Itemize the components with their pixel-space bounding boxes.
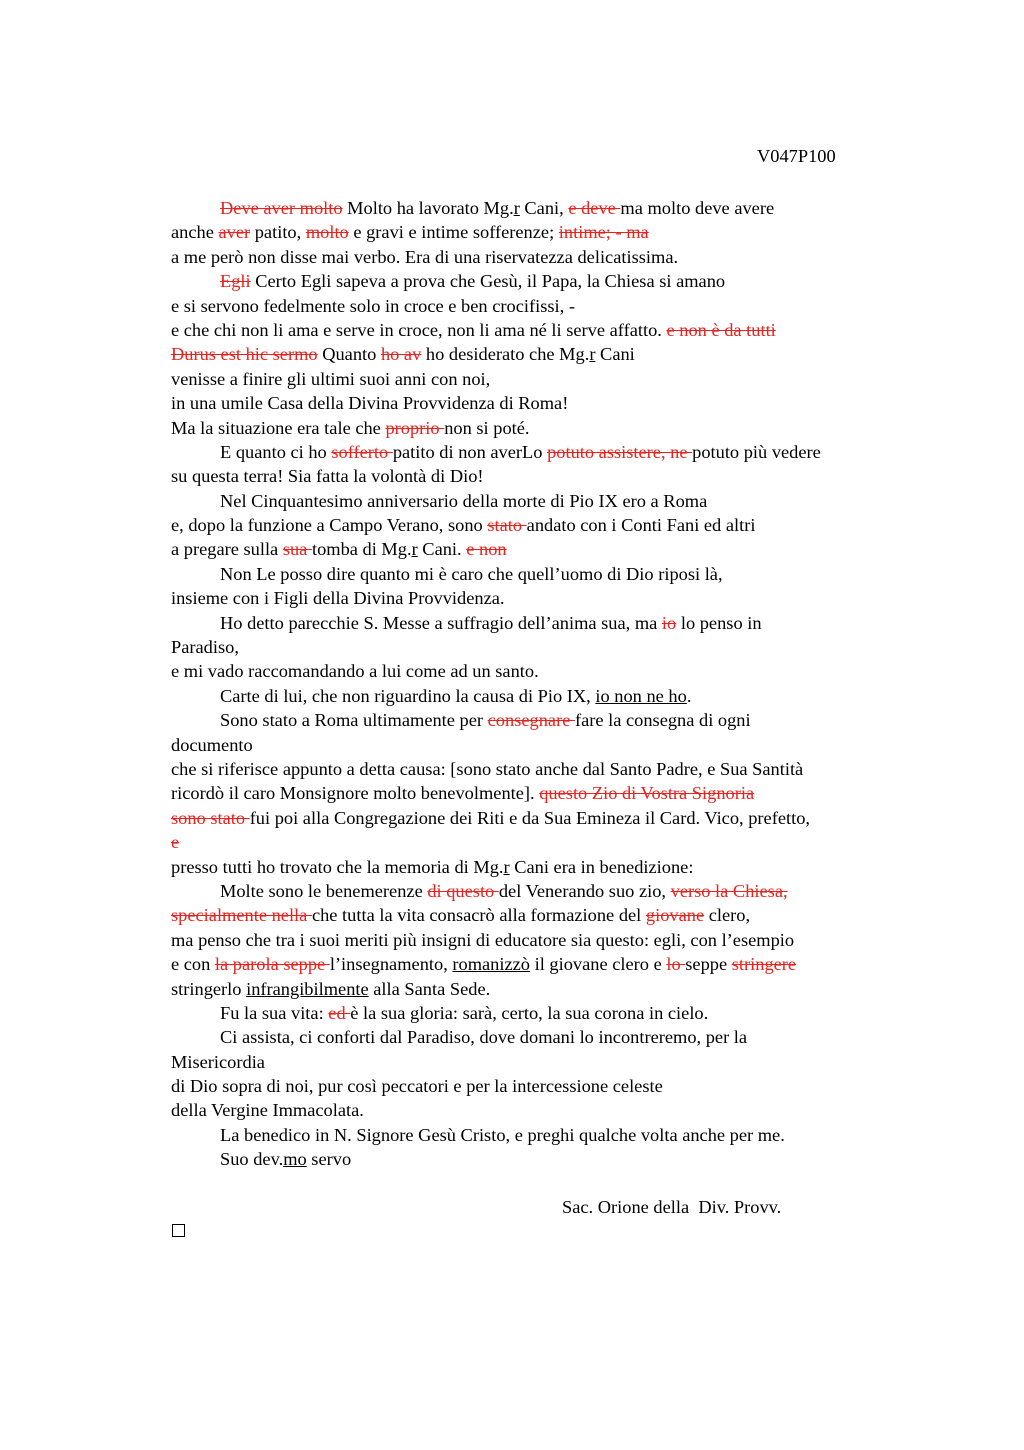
deleted-text: Durus est hic sermo xyxy=(171,344,318,365)
text-line xyxy=(171,952,911,976)
text-segment: Molto ha lavorato Mg. xyxy=(342,198,514,218)
text-segment: Suo dev. xyxy=(220,1149,284,1170)
text-segment: anche xyxy=(171,222,219,243)
underlined-text: r xyxy=(503,856,510,877)
text-line xyxy=(171,855,911,879)
underlined-text: r xyxy=(513,198,520,218)
text-segment: Fu la sua vita: xyxy=(220,1002,329,1023)
text-line xyxy=(171,1025,911,1049)
text-segment: alla Santa Sede. xyxy=(368,978,491,999)
deleted-text: sofferto xyxy=(331,441,393,462)
text-line xyxy=(171,708,911,732)
checkbox-square-icon xyxy=(172,1224,185,1237)
deleted-text: io xyxy=(661,612,677,633)
text-line xyxy=(171,416,911,440)
text-segment: Non Le posso dire quanto mi è caro che quell’uomo di Dio riposi là, xyxy=(220,563,723,584)
text-segment: e gravi e intime sofferenze; xyxy=(348,222,559,243)
text-segment: è la sua gloria: sarà, certo, la sua corona in cielo. xyxy=(350,1002,709,1023)
text-segment: e si servono fedelmente solo in croce e ben crocifissi, - xyxy=(171,295,575,316)
deleted-text: verso la Chiesa, xyxy=(670,880,788,901)
text-segment: clero, xyxy=(704,905,751,926)
text-segment: patito di non averLo xyxy=(392,441,548,462)
underlined-text: r xyxy=(589,344,596,365)
text-segment: fui poi alla Congregazione dei Riti e da Sua Emineza il Card. Vico, prefetto, xyxy=(249,807,811,828)
text-segment: della Vergine Immacolata. xyxy=(171,1100,364,1121)
deleted-text: molto xyxy=(305,222,349,243)
text-line xyxy=(171,1147,911,1171)
text-segment: e mi vado raccomandando a lui come ad un santo. xyxy=(171,661,539,682)
text-segment: seppe xyxy=(685,954,732,975)
text-segment: fare la consegna di ogni xyxy=(574,710,751,731)
text-line xyxy=(171,342,911,366)
text-segment: insieme con i Figli della Divina Provvidenza. xyxy=(171,588,505,609)
text-segment: l’insegnamento, xyxy=(329,954,453,975)
text-segment: e, dopo la funzione a Campo Verano, sono xyxy=(171,515,488,536)
text-segment: a me però non disse mai verbo. Era di una riservatezza delicatissima. xyxy=(171,246,679,267)
text-line xyxy=(171,586,911,610)
deleted-text: sua xyxy=(282,539,312,560)
text-segment: Quanto xyxy=(317,344,381,365)
text-segment: a pregare sulla xyxy=(171,539,283,560)
text-segment: non si poté. xyxy=(444,417,530,438)
text-line xyxy=(171,464,911,488)
deleted-text: ho av xyxy=(380,344,422,365)
text-line xyxy=(171,1050,911,1074)
text-line xyxy=(171,757,911,781)
text-segment: potuto più vedere xyxy=(692,441,821,462)
text-segment: La benedico in N. Signore Gesù Cristo, e preghi qualche volta anche per me. xyxy=(220,1124,785,1145)
text-line xyxy=(171,1001,911,1025)
deleted-text: e deve xyxy=(568,198,621,218)
text-segment: ricordò il caro Monsignore molto benevolmente]. xyxy=(171,783,540,804)
text-segment: Ci assista, ci conforti dal Paradiso, dove domani lo incontreremo, per la xyxy=(220,1027,748,1048)
text-segment: Misericordia xyxy=(171,1051,265,1072)
deleted-text: stringere xyxy=(731,954,797,975)
text-segment: servo xyxy=(306,1149,352,1170)
text-segment: presso tutti ho trovato che la memoria di Mg. xyxy=(171,856,504,877)
deleted-text: proprio xyxy=(385,417,445,438)
deleted-text: specialmente nella xyxy=(171,905,312,926)
text-segment: di Dio sopra di noi, pur così peccatori e per la intercessione celeste xyxy=(171,1076,663,1097)
text-line xyxy=(171,245,911,269)
text-segment: venisse a finire gli ultimi suoi anni con noi, xyxy=(171,368,491,389)
underlined-text: r xyxy=(411,539,418,560)
text-segment: che si riferisce appunto a detta causa: [sono stato anche dal Santo Padre, e Sua Santità xyxy=(171,758,804,779)
text-line xyxy=(171,977,911,1001)
text-line xyxy=(171,879,911,903)
text-segment: stringerlo xyxy=(171,978,247,999)
text-line xyxy=(171,562,911,586)
text-line xyxy=(171,367,911,391)
signature: Sac. Orione della Div. Provv. xyxy=(562,1197,782,1217)
underlined-text: romanizzò xyxy=(452,954,531,975)
text-line xyxy=(171,733,911,757)
text-segment: Carte di lui, che non riguardino la causa di Pio IX, xyxy=(220,685,596,706)
text-segment: Ho detto parecchie S. Messe a suffragio dell’anima sua, ma xyxy=(220,612,662,633)
text-segment: andato con i Conti Fani ed altri xyxy=(526,515,756,536)
text-line xyxy=(171,830,911,854)
text-line xyxy=(171,513,911,537)
deleted-text: e non è da tutti xyxy=(666,319,776,340)
text-segment: in una umile Casa della Divina Provvidenza di Roma! xyxy=(171,393,569,414)
deleted-text: potuto assistere, ne xyxy=(547,441,693,462)
document-id: V047P100 xyxy=(757,146,836,166)
text-segment: il giovane clero e xyxy=(530,954,667,975)
text-segment: lo penso in xyxy=(676,612,762,633)
text-segment: Ma la situazione era tale che xyxy=(171,417,386,438)
text-segment: patito, xyxy=(250,222,306,243)
text-line xyxy=(171,928,911,952)
text-segment: documento xyxy=(171,734,253,755)
text-segment: tomba di Mg. xyxy=(311,539,412,560)
text-segment: Cani era in benedizione: xyxy=(509,856,694,877)
deleted-text: consegnare xyxy=(487,710,575,731)
text-line xyxy=(171,391,911,415)
deleted-text: lo xyxy=(666,954,686,975)
text-line xyxy=(171,489,911,513)
text-line xyxy=(171,903,911,927)
deleted-text: giovane xyxy=(645,905,705,926)
deleted-text: sono stato xyxy=(171,807,250,828)
text-segment: e con xyxy=(171,954,215,975)
text-line xyxy=(171,635,911,659)
text-line xyxy=(171,781,911,805)
text-line xyxy=(171,659,911,683)
text-segment: Paradiso, xyxy=(171,637,239,658)
text-segment: Sono stato a Roma ultimamente per xyxy=(220,710,488,731)
text-line xyxy=(171,1123,911,1147)
text-line xyxy=(171,684,911,708)
text-line xyxy=(171,440,911,464)
underlined-text: mo xyxy=(283,1149,307,1170)
text-segment: Cani xyxy=(595,344,635,365)
deleted-text: ed xyxy=(328,1002,351,1023)
deleted-text: di questo xyxy=(427,880,499,901)
deleted-text: e xyxy=(171,832,180,853)
text-segment: e che chi non li ama e serve in croce, non li ama né li serve affatto. xyxy=(171,319,667,340)
letter-body xyxy=(171,196,911,1172)
text-line xyxy=(171,537,911,561)
underlined-text: infrangibilmente xyxy=(246,978,369,999)
text-segment: Certo Egli sapeva a prova che Gesù, il Papa, la Chiesa si amano xyxy=(250,271,726,292)
text-segment: Cani. xyxy=(417,539,467,560)
text-segment: E quanto ci ho xyxy=(220,441,332,462)
text-line xyxy=(171,1098,911,1122)
text-line xyxy=(171,269,911,293)
text-line xyxy=(171,1074,911,1098)
text-segment: del Venerando suo zio, xyxy=(498,880,671,901)
deleted-text: Deve aver molto xyxy=(220,198,343,218)
deleted-text: questo Zio di Vostra Signoria xyxy=(539,783,755,804)
text-line xyxy=(171,318,911,342)
deleted-text: e non xyxy=(466,539,507,560)
text-segment: ma penso che tra i suoi meriti più insigni di educatore sia questo: egli, con l’esempio xyxy=(171,929,795,950)
text-segment: Cani, xyxy=(519,198,569,218)
text-segment: ma molto deve avere xyxy=(620,198,775,218)
underlined-text: io non ne ho xyxy=(595,685,687,706)
deleted-text: la parola seppe xyxy=(214,954,330,975)
deleted-text: aver xyxy=(218,222,251,243)
deleted-text: intime; - ma xyxy=(558,222,649,243)
text-line xyxy=(171,220,911,244)
text-line xyxy=(171,611,911,635)
text-segment: Molte sono le benemerenze xyxy=(220,880,428,901)
text-line xyxy=(171,806,911,830)
text-line xyxy=(171,294,911,318)
deleted-text: stato xyxy=(487,515,527,536)
deleted-text: Egli xyxy=(220,271,251,292)
text-segment: ho desiderato che Mg. xyxy=(421,344,590,365)
text-segment: che tutta la vita consacrò alla formazione del xyxy=(311,905,646,926)
text-segment: . xyxy=(686,685,692,706)
text-segment: su questa terra! Sia fatta la volontà di Dio! xyxy=(171,466,484,487)
text-segment: Nel Cinquantesimo anniversario della morte di Pio IX ero a Roma xyxy=(220,490,708,511)
text-line xyxy=(171,196,911,220)
